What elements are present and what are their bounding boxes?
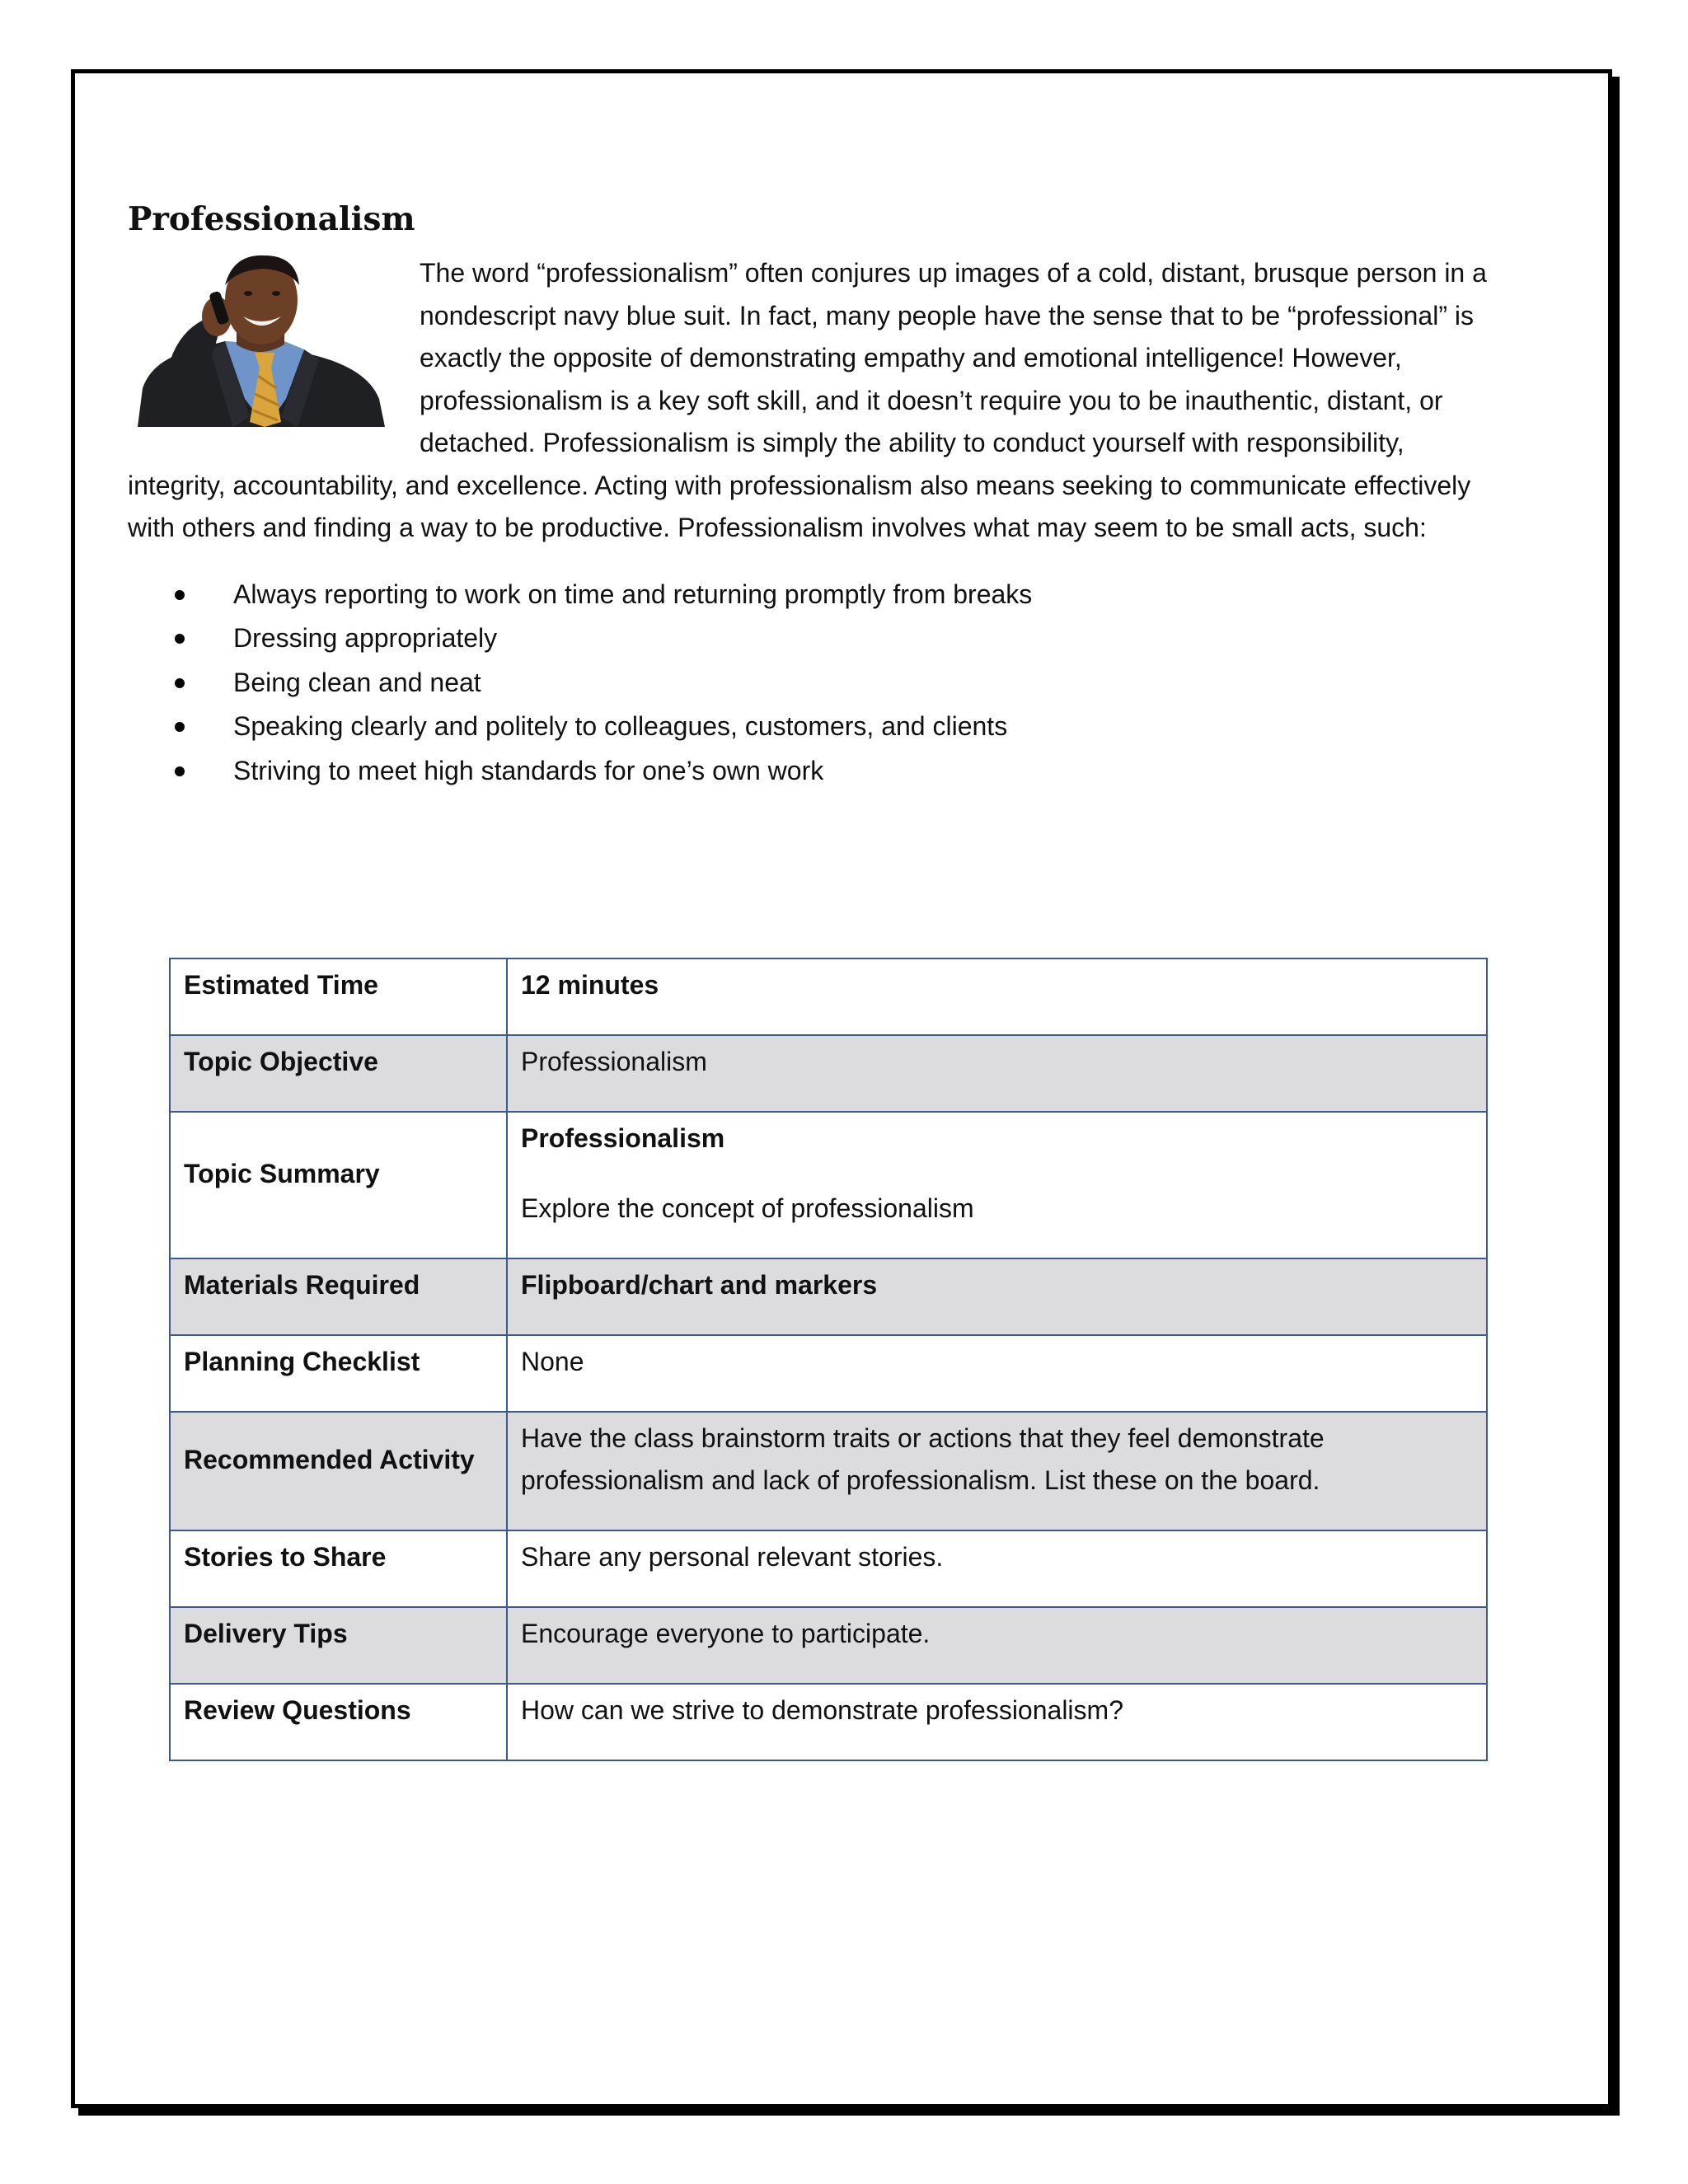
row-label: Estimated Time — [170, 958, 507, 1035]
row-label: Recommended Activity — [170, 1412, 507, 1530]
row-label: Planning Checklist — [170, 1335, 507, 1412]
list-item: Being clean and neat — [128, 661, 1488, 705]
table-row — [170, 1112, 1487, 1258]
summary-text: Explore the concept of professionalism — [521, 1193, 974, 1223]
row-value: Flipboard/chart and markers — [507, 1258, 1487, 1335]
table-row — [170, 958, 1487, 1035]
table-row — [170, 1335, 1487, 1412]
bullet-icon — [175, 722, 185, 732]
row-label: Materials Required — [170, 1258, 507, 1335]
intro-paragraph: The word “professionalism” often conjures up images of a cold, distant, brusque person in a nondescript navy blue suit. In fact, many people have the sense that to be “professional” is exactly the opposite of demonstrating empathy and emotional intelligence! However, professionalism is a key soft skill, and it doesn’t require you to be inauthentic, distant, or detached. Professionalism is simply the ability to conduct yourself with responsibility, integrity, accountability, and excellence. Acting with professionalism also means seeking to communicate effectively with others and finding a way to be productive. Professionalism involves what may seem to be small acts, such: — [128, 252, 1488, 550]
row-value: Have the class brainstorm traits or actions that they feel demonstrate professionalism and lack of professionalism. List these on the board. — [507, 1412, 1487, 1530]
summary-heading: Professionalism — [521, 1123, 725, 1153]
list-item: Dressing appropriately — [128, 616, 1488, 661]
row-value: Professionalism — [507, 1035, 1487, 1112]
table-row — [170, 1530, 1487, 1607]
lesson-info-table — [169, 958, 1488, 1761]
table-row — [170, 1412, 1487, 1530]
list-item: Always reporting to work on time and returning promptly from breaks — [128, 573, 1488, 617]
row-value: Share any personal relevant stories. — [507, 1530, 1487, 1607]
list-item: Striving to meet high standards for one’s own work — [128, 749, 1488, 794]
row-label: Review Questions — [170, 1684, 507, 1760]
table-row — [170, 1035, 1487, 1112]
row-value: None — [507, 1335, 1487, 1412]
table-row — [170, 1684, 1487, 1760]
row-label: Topic Summary — [170, 1112, 507, 1258]
page-title: Professionalism — [128, 200, 415, 238]
table-row — [170, 1258, 1487, 1335]
document-body — [128, 194, 1488, 793]
bullet-list — [128, 573, 1488, 794]
bullet-icon — [175, 590, 185, 600]
row-value: How can we strive to demonstrate professionalism? — [507, 1684, 1487, 1760]
row-value — [507, 1112, 1487, 1258]
row-label: Stories to Share — [170, 1530, 507, 1607]
bullet-icon — [175, 634, 185, 644]
businessman-on-phone-photo — [128, 252, 392, 427]
row-value: Encourage everyone to participate. — [507, 1607, 1487, 1684]
table-row — [170, 1607, 1487, 1684]
bullet-icon — [175, 766, 185, 776]
list-item: Speaking clearly and politely to colleagues, customers, and clients — [128, 705, 1488, 749]
bullet-icon — [175, 678, 185, 688]
row-label: Topic Objective — [170, 1035, 507, 1112]
row-label: Delivery Tips — [170, 1607, 507, 1684]
row-value: 12 minutes — [507, 958, 1487, 1035]
